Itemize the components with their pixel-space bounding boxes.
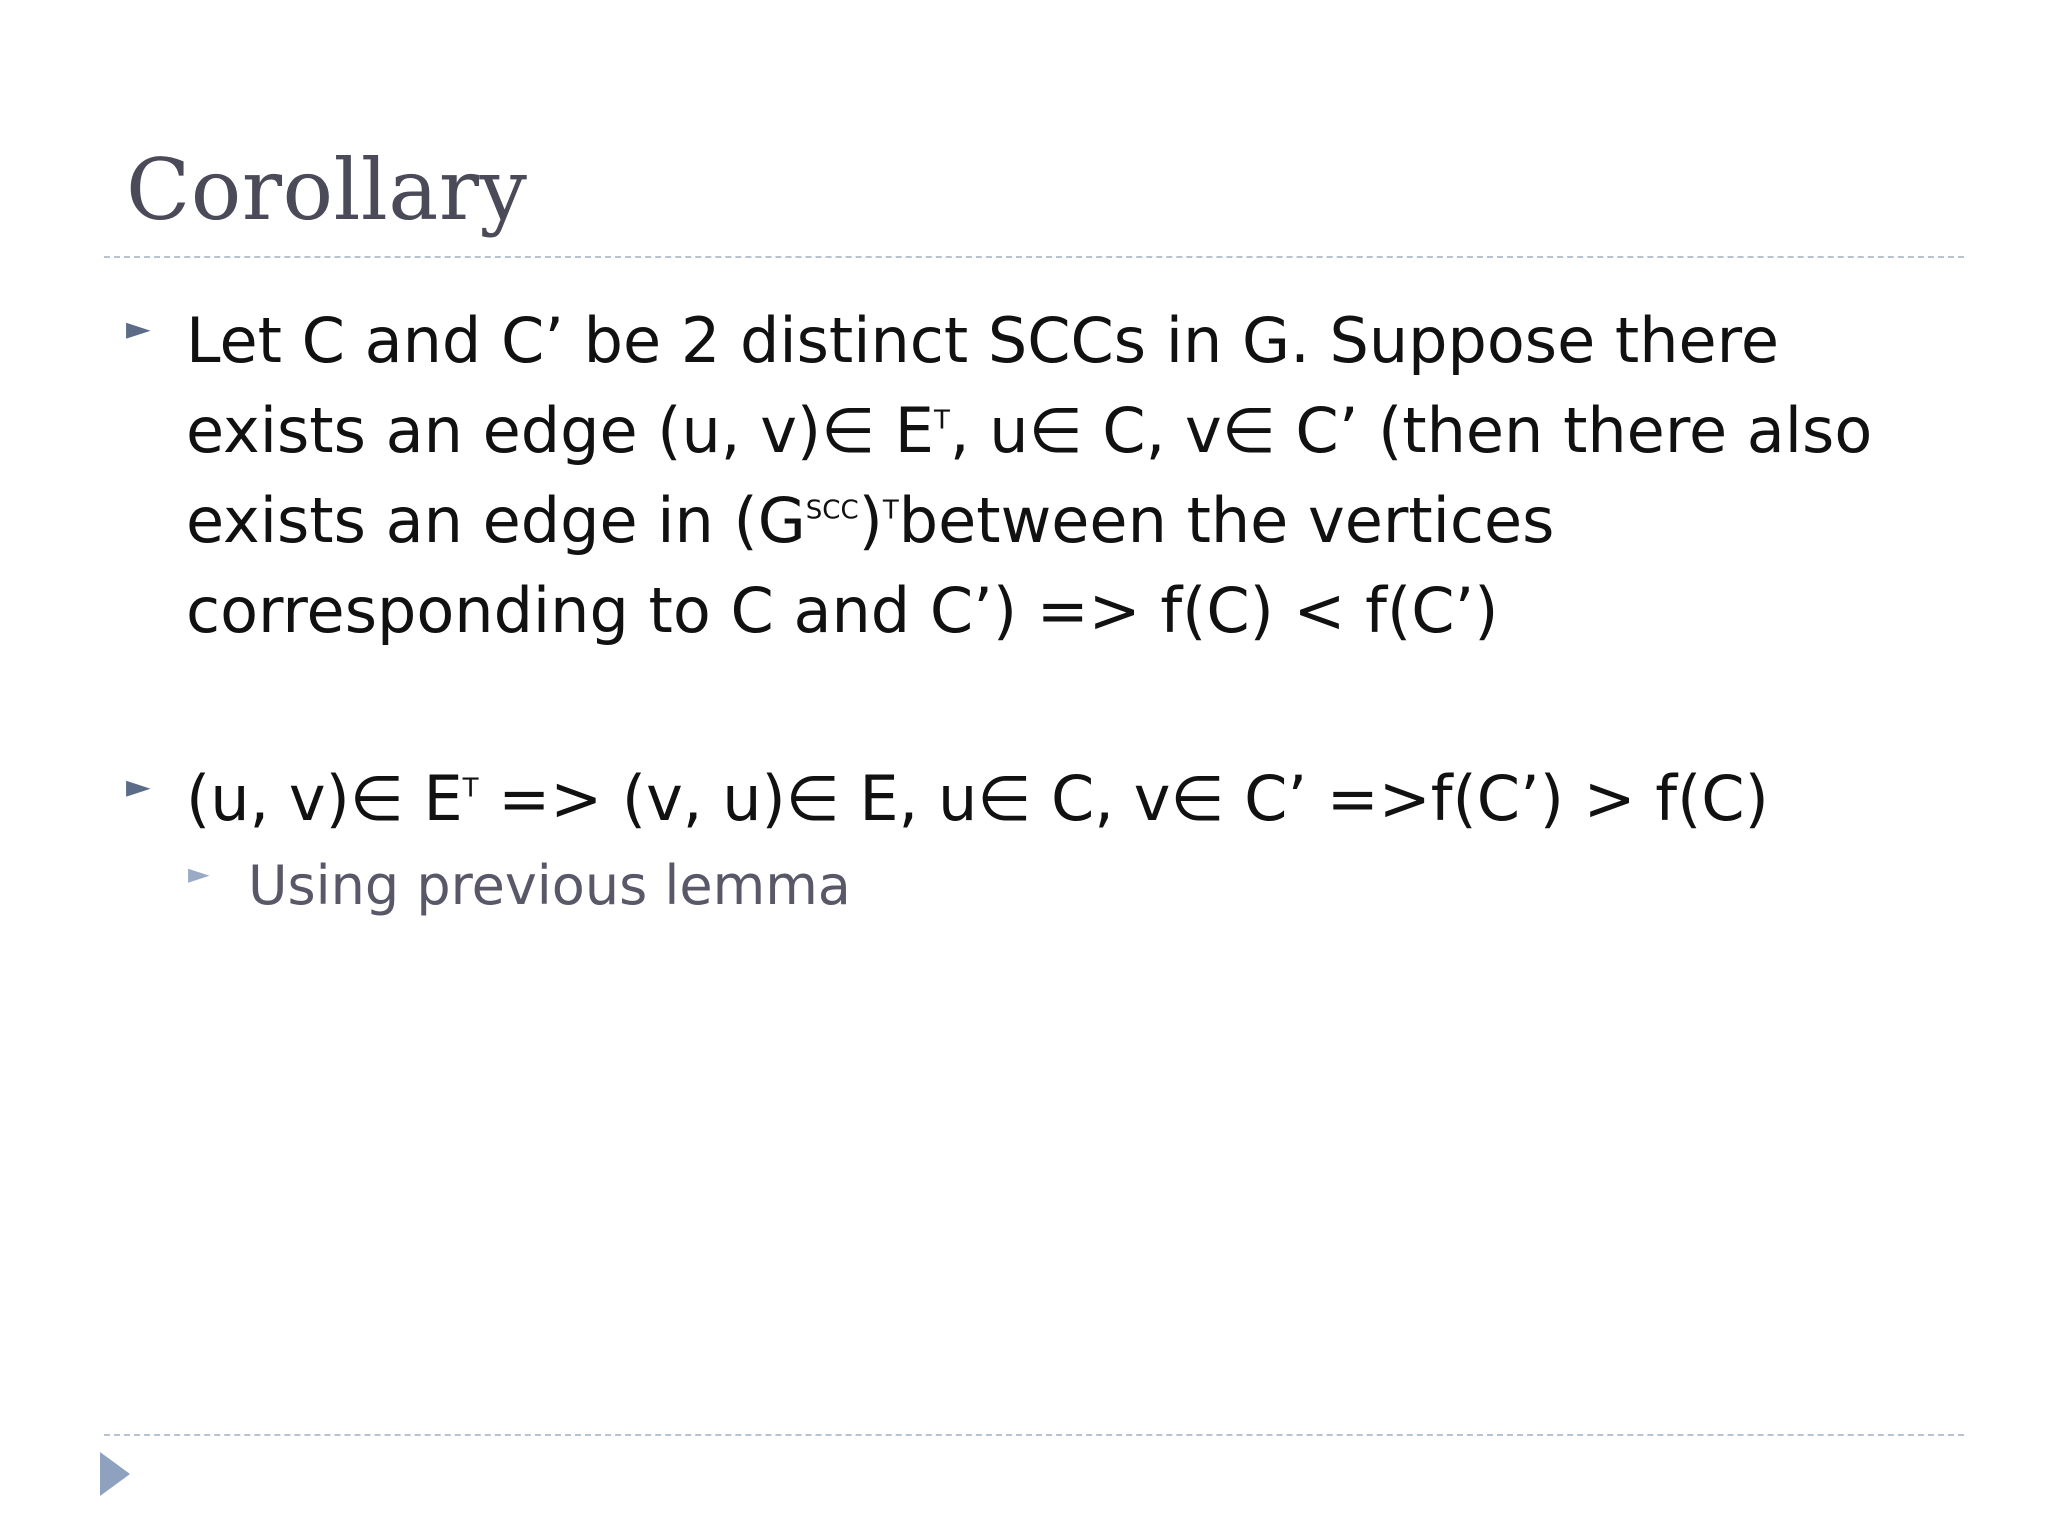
next-slide-arrow-icon[interactable] <box>100 1452 130 1496</box>
bullet-item-1 <box>126 296 1926 656</box>
slide-title: Corollary <box>126 141 528 239</box>
bullet-2-text-b: => (v, u)∈ E, u∈ C, v∈ C’ =>f(C’) > f(C) <box>478 762 1769 835</box>
title-divider <box>104 256 1964 258</box>
bullet-item-2 <box>126 754 1926 844</box>
superscript-t: T <box>462 773 479 804</box>
footer-divider <box>104 1434 1964 1436</box>
bullet-1-line-3-text-b: ) <box>858 484 883 557</box>
bullet-arrow-icon: ► <box>126 309 151 347</box>
bullet-1-line-3-text-c: between the vertices <box>898 484 1555 557</box>
bullet-list <box>126 296 1926 928</box>
bullet-2-text-a: (u, v)∈ E <box>186 762 463 835</box>
sub-bullet-item <box>188 844 1926 928</box>
superscript-scc: SCC <box>805 495 859 526</box>
bullet-1-line-2-text-b: , u∈ C, v∈ C’ (then there also <box>949 394 1873 467</box>
bullet-2-line-1 <box>186 754 1926 844</box>
bullet-arrow-icon: ► <box>126 767 151 805</box>
bullet-1-line-1: Let C and C’ be 2 distinct SCCs in G. Suppose there <box>186 304 1779 377</box>
superscript-t: T <box>933 405 950 436</box>
bullet-gap <box>126 656 1926 754</box>
bullet-1-line-2 <box>186 386 1926 476</box>
bullet-1-line-3-text-a: exists an edge in (G <box>186 484 806 557</box>
sub-bullet-arrow-icon: ► <box>188 857 210 890</box>
bullet-1-line-3 <box>186 476 1926 566</box>
sub-bullet-text: Using previous lemma <box>248 854 851 917</box>
superscript-t: T <box>882 495 899 526</box>
bullet-1-line-4: corresponding to C and C’) => f(C) < f(C’) <box>186 574 1499 647</box>
bullet-1-line-2-text-a: exists an edge (u, v)∈ E <box>186 394 934 467</box>
